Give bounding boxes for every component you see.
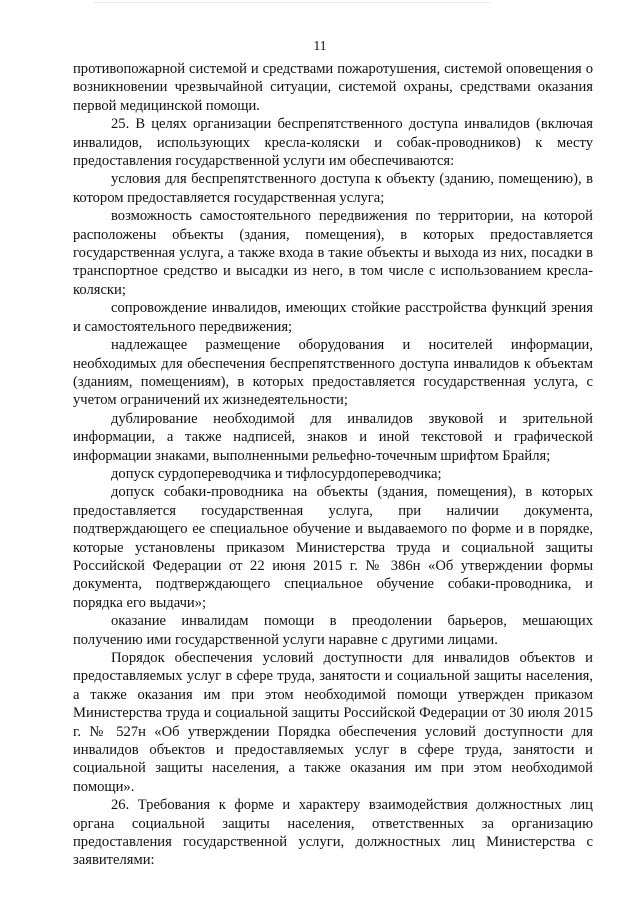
page-number: 11 (313, 38, 327, 53)
paragraph-escort: сопровождение инвалидов, имеющих стойкие расстройства функций зрения и самостоятельного передвижения; (73, 300, 593, 335)
document-body (73, 60, 593, 870)
scan-artifact (95, 2, 490, 8)
paragraph-guide-dog-admission: допуск собаки-проводника на объекты (здания, помещения), в которых предоставляется государственная услуга, при наличии документа, подтверждающего ее специальное обучение и выдаваемого по форме и в порядке, которые установлены приказом Министерства труда и социальной защиты Российской Федерации от 22 июня 2015 г. № 386н «Об утверждении формы документа, подтверждающего специальное обучение собаки-проводника, и порядка его выдачи»; (73, 484, 593, 611)
paragraph-continuation: противопожарной системой и средствами пожаротушения, системой оповещения о возникновении чрезвычайной ситуации, системой охраны, средствами оказания первой медицинской помощи. (73, 61, 593, 114)
paragraph-equipment-placement: надлежащее размещение оборудования и носителей информации, необходимых для обеспечения беспрепятственного доступа инвалидов к объектам (зданиям, помещениям), в которых предоставляется государственная услуга, с учетом ограничений их жизнедеятельности; (73, 337, 593, 409)
paragraph-information-duplication: дублирование необходимой для инвалидов звуковой и зрительной информации, а также надписей, знаков и иной текстовой и графической информации знаками, выполненными рельефно-точечным шрифтом Брайля; (73, 410, 593, 464)
paragraph-interpreter-admission: допуск сурдопереводчика и тифлосурдопереводчика; (111, 465, 442, 482)
paragraph-barrier-assistance: оказание инвалидам помощи в преодолении барьеров, мешающих получению ими государственной услуги наравне с другими лицами. (73, 613, 593, 648)
paragraph-access-conditions: условия для беспрепятственного доступа к объекту (зданию, помещению), в котором предоставляется государственная услуга; (73, 171, 593, 206)
paragraph-independent-movement: возможность самостоятельного передвижения по территории, на которой расположены объекты (здания, помещения), в которых предоставляется государственная услуга, а также входа в такие объекты и выхода из них, посадки в транспортное средство и высадки из него, в том числе с использованием кресла-коляски; (73, 208, 593, 298)
paragraph-item-25: 25. В целях организации беспрепятственного доступа инвалидов (включая инвалидов, использующих кресла-коляски и собак-проводников) к месту предоставления государственной услуги им обеспечиваются: (73, 116, 593, 170)
paragraph-item-26: 26. Требования к форме и характеру взаимодействия должностных лиц органа социальной защиты населения, ответственных за организацию предоставления государственной услуги, должностных лиц Министерства с заявителями: (73, 797, 593, 869)
paragraph-accessibility-procedure: Порядок обеспечения условий доступности для инвалидов объектов и предоставляемых услуг в сфере труда, занятости и социальной защиты населения, а также оказания им при этом необходимой помощи утвержден приказом Министерства труда и социальной защиты Российской Федерации от 30 июля 2015 г. № 527н «Об утверждении Порядка обеспечения условий доступности для инвалидов объектов и предоставляемых услуг в сфере труда, занятости и социальной защиты населения, а также оказания им при этом необходимой помощи». (73, 650, 593, 795)
